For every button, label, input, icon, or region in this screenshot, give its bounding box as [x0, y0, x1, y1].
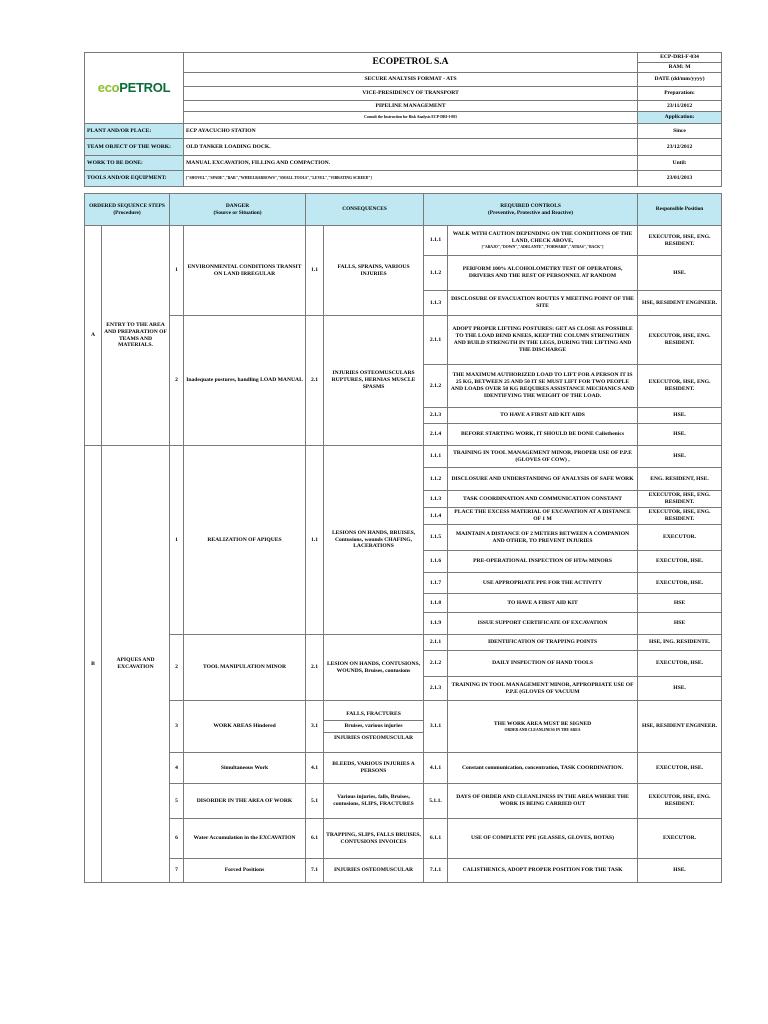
control-text — [448, 316, 638, 365]
control-main-text: TRAINING IN TOOL MANAGEMENT MINOR, APPROPRIATE USE OF P.P.E (GLOVES OF VACUUM — [451, 681, 634, 695]
control-text — [448, 525, 638, 551]
control-main-text: TO HAVE A FIRST AID KIT — [507, 599, 578, 606]
responsible-position: HSE. — [638, 859, 722, 883]
col-header-consequences: CONSEQUENCES — [306, 194, 424, 226]
preparation-label: Preparation: — [638, 87, 722, 101]
responsible-position: HSE, RESIDENT ENGINEER. — [638, 291, 722, 316]
date-label: DATE (dd/mm/yyyy) — [638, 73, 722, 87]
danger-number: 6 — [170, 819, 184, 859]
control-text — [448, 291, 638, 316]
control-id: 1.1.5 — [424, 525, 448, 551]
section-step: ENTRY TO THE AREA AND PREPARATION OF TEAMS AND MATERIALS. — [102, 226, 170, 446]
control-main-text: PERFORM 100% ALCOHOLOMETRY TEST OF OPERATORS, DRIVERS AND THE REST OF PERSONNEL AT RANDOM — [462, 266, 623, 279]
danger-description: WORK AREAS Hindered — [184, 701, 306, 753]
control-id: 4.1.1 — [424, 753, 448, 784]
control-text — [448, 446, 638, 468]
control-id: 1.1.4 — [424, 508, 448, 525]
ats-table — [84, 52, 722, 883]
control-id: 2.1.1 — [424, 316, 448, 365]
responsible-position: EXECUTOR, HSE, ENG. RESIDENT. — [638, 784, 722, 819]
consequence-number: 5.1 — [306, 784, 324, 819]
danger-number: 1 — [170, 226, 184, 316]
control-text — [448, 491, 638, 508]
control-main-text: THE WORK AREA MUST BE SIGNED — [493, 720, 592, 727]
danger-description: Forced Positions — [184, 859, 306, 883]
ats-form — [84, 52, 718, 883]
consequence-number: 2.1 — [306, 316, 324, 446]
consequence-description: FALLS, SPRAINS, VARIOUS INJURIES — [324, 226, 424, 316]
control-main-text: TASK COORDINATION AND COMMUNICATION CONSTANT — [463, 495, 623, 502]
until-label: Until: — [638, 156, 722, 171]
control-text — [448, 594, 638, 613]
responsible-position: HSE — [638, 613, 722, 635]
control-text — [448, 468, 638, 491]
consequence-line: Bruises, various injuries — [324, 721, 423, 733]
control-text — [448, 784, 638, 819]
danger-description: TOOL MANIPULATION MINOR — [184, 635, 306, 701]
control-text — [448, 859, 638, 883]
consequence-description: LESIONS ON HANDS, BRUISES, Contusions, wounds CHAFING, LACERATIONS — [324, 446, 424, 635]
danger-number: 7 — [170, 859, 184, 883]
control-id: 3.1.1 — [424, 701, 448, 753]
danger-title: DANGER — [225, 202, 250, 209]
danger-subtitle: (Source or Situation) — [213, 209, 262, 216]
section-letter: A — [85, 226, 102, 446]
control-main-text: DAILY INSPECTION OF HAND TOOLS — [492, 660, 593, 666]
control-id: 6.1.1 — [424, 819, 448, 859]
consequence-description: LESION ON HANDS, CONTUSIONS, WOUNDS, Bruises, contusions — [324, 635, 424, 701]
consequence-number: 2.1 — [306, 635, 324, 701]
format-title: SECURE ANALYSIS FORMAT - ATS — [184, 73, 638, 87]
control-main-text: TRAINING IN TOOL MANAGEMENT MINOR, PROPER USE OF P.P.E (GLOVES OF COW) , — [453, 449, 632, 463]
responsible-position: HSE. — [638, 446, 722, 468]
consequence-description: BLEEDS, VARIOUS INJURIES A PERSONS — [324, 753, 424, 784]
consequence-description: INJURIES OSTEOMUSCULAR — [324, 859, 424, 883]
control-text — [448, 701, 638, 753]
danger-description: Water Accumulation in the EXCAVATION — [184, 819, 306, 859]
danger-number: 2 — [170, 635, 184, 701]
ecopetrol-logo: ecoPETROL — [97, 79, 171, 95]
control-main-text: BEFORE STARTING WORK, IT SHOULD BE DONE Calisthenics — [461, 431, 625, 437]
responsible-position: EXECUTOR, HSE. — [638, 551, 722, 573]
vice-presidency: VICE-PRESIDENCY OF TRANSPORT — [184, 87, 638, 101]
control-id: 7.1.1 — [424, 859, 448, 883]
control-id: 1.1.6 — [424, 551, 448, 573]
danger-number: 5 — [170, 784, 184, 819]
control-main-text: MAINTAIN A DISTANCE OF 2 METERS BETWEEN A COMPANION AND OTHER, TO PREVENT INJURIES — [455, 530, 630, 544]
danger-number: 2 — [170, 316, 184, 446]
ram-level: RAM: M — [638, 63, 722, 73]
control-id: 1.1.1 — [424, 226, 448, 256]
control-id: 1.1.9 — [424, 613, 448, 635]
control-row — [85, 753, 722, 784]
section-step: APIQUES AND EXCAVATION — [102, 446, 170, 883]
consequence-number: 4.1 — [306, 753, 324, 784]
responsible-position: EXECUTOR, HSE, ENG. RESIDENT. — [638, 508, 722, 525]
danger-description: ENVIRONMENTAL CONDITIONS TRANSIT ON LAND IRREGULAR — [184, 226, 306, 316]
info-label: TOOLS AND/OR EQUIPMENT: — [85, 171, 184, 187]
consult-instruction: Consult the Instruction for Risk Analysis ECP-DRI-I-003 — [184, 112, 638, 124]
control-id: 2.1.1 — [424, 635, 448, 651]
control-main-text: WALK WITH CAUTION DEPENDING ON THE CONDITIONS OF THE LAND, CHECK ABOVE, — [452, 231, 633, 245]
control-id: 1.1.1 — [424, 446, 448, 468]
responsible-position: EXECUTOR, HSE. — [638, 753, 722, 784]
control-id: 1.1.8 — [424, 594, 448, 613]
application-label: Application: — [638, 112, 722, 124]
danger-description: REALIZATION OF APIQUES — [184, 446, 306, 635]
control-main-text: THE MAXIMUM AUTHORIZED LOAD TO LIFT FOR A PERSON IT IS 25 KG, BETWEEN 25 AND 50 IT SE MUST LIFT FOR TWO PEOPLE AND LOADS OVER 50 KG REQUIRES ASSISTANCE MECHANICS AND IDENTIFYING THE WEIGHT OF THE LOAD. — [450, 372, 635, 399]
control-main-text: DISCLOSURE AND UNDERSTANDING OF ANALYSIS OF SAFE WORK — [451, 475, 634, 482]
control-main-text: USE OF COMPLETE PPE (GLASSES, GLOVES, BOTAS) — [471, 835, 615, 841]
control-main-text: USE APPROPRIATE PPE FOR THE ACTIVITY — [482, 579, 603, 586]
control-id: 2.1.4 — [424, 424, 448, 446]
info-value: ECP AYACUCHO STATION — [184, 124, 638, 139]
since-date: 23/12/2012 — [638, 139, 722, 156]
preparation-date: 23/11/2012 — [638, 101, 722, 112]
col-header-danger — [170, 194, 306, 226]
control-text — [448, 365, 638, 408]
responsible-position: HSE — [638, 594, 722, 613]
spacer-row — [85, 187, 722, 194]
responsible-position: HSE. — [638, 677, 722, 701]
danger-number: 1 — [170, 446, 184, 635]
control-id: 1.1.2 — [424, 256, 448, 291]
control-row — [85, 316, 722, 365]
responsible-position: EXECUTOR, HSE, ENG. RESIDENT. — [638, 491, 722, 508]
danger-description: Inadequate postures, handling LOAD MANUAL — [184, 316, 306, 446]
control-id: 2.1.3 — [424, 677, 448, 701]
consequence-description: INJURIES OSTEOMUSCULARS RUPTURES, HERNIAS MUSCLE SPASMS — [324, 316, 424, 446]
control-id: 1.1.3 — [424, 491, 448, 508]
control-text — [448, 819, 638, 859]
responsible-position: EXECUTOR, HSE, ENG. RESIDENT. — [638, 365, 722, 408]
info-label: PLANT AND/OR PLACE: — [85, 124, 184, 139]
control-id: 2.1.2 — [424, 651, 448, 677]
control-text — [448, 408, 638, 424]
responsible-position: EXECUTOR, HSE. — [638, 573, 722, 594]
consequence-number: 7.1 — [306, 859, 324, 883]
responsible-position: EXECUTOR, HSE, ENG. RESIDENT. — [638, 316, 722, 365]
danger-description: DISORDER IN THE AREA OF WORK — [184, 784, 306, 819]
control-text — [448, 424, 638, 446]
section-letter: B — [85, 446, 102, 883]
control-id: 2.1.3 — [424, 408, 448, 424]
danger-description: Simultaneous Work — [184, 753, 306, 784]
info-label: WORK TO BE DONE: — [85, 156, 184, 171]
control-text — [448, 508, 638, 525]
consequence-line: FALLS, FRACTURES — [324, 709, 423, 721]
danger-number: 4 — [170, 753, 184, 784]
control-main-text: DAYS OF ORDER AND CLEANLINESS IN THE AREA WHERE THE WORK IS BEING CARRIED OUT — [456, 794, 629, 807]
col-header-steps: ORDERED SEQUENCE STEPS (Procedure) — [85, 194, 170, 226]
controls-subtitle: (Preventive, Protective and Reactive) — [487, 209, 574, 216]
control-text — [448, 551, 638, 573]
since-label: Since — [638, 124, 722, 139]
control-id: 2.1.2 — [424, 365, 448, 408]
control-main-text: PRE-OPERATIONAL INSPECTION OF HTAs MINORS — [473, 558, 612, 564]
consequence-description: Various injuries, falls, Bruises, contusions, SLIPS, FRACTURES — [324, 784, 424, 819]
form-code: ECP-DRI-F-034 — [638, 53, 722, 63]
control-note: ORDER AND CLEANLINESS IN THE AREA — [504, 727, 581, 732]
control-row — [85, 226, 722, 256]
control-text — [448, 753, 638, 784]
consequence-number: 6.1 — [306, 819, 324, 859]
control-row — [85, 446, 722, 468]
logo-cell — [85, 53, 184, 124]
controls-title: REQUIRED CONTROLS — [500, 202, 561, 209]
control-note: ["ABAJO","DOWN","ADELANTE","FORWARD","ATRAS","BACK"] — [481, 245, 604, 250]
control-id: 1.1.2 — [424, 468, 448, 491]
until-date: 23/01/2013 — [638, 171, 722, 187]
control-main-text: IDENTIFICATION OF TRAPPING POINTS — [487, 639, 598, 645]
consequence-description: TRAPPING, SLIPS, FALLS BRUISES, CONTUSIONS INVOICES — [324, 819, 424, 859]
info-label: TEAM OBJECT OF THE WORK: — [85, 139, 184, 156]
responsible-position: EXECUTOR, HSE. — [638, 651, 722, 677]
responsible-position: HSE. — [638, 256, 722, 291]
control-text — [448, 651, 638, 677]
info-value: MANUAL EXCAVATION, FILLING AND COMPACTION. — [184, 156, 638, 171]
consequence-number: 3.1 — [306, 701, 324, 753]
control-row — [85, 859, 722, 883]
consequence-description — [324, 701, 424, 753]
responsible-position: EXECUTOR. — [638, 525, 722, 551]
responsible-position: HSE, RESIDENT ENGINEER. — [638, 701, 722, 753]
responsible-position: ENG. RESIDENT, HSE. — [638, 468, 722, 491]
responsible-position: EXECUTOR. — [638, 819, 722, 859]
control-main-text: PLACE THE EXCESS MATERIAL OF EXCAVATION AT A DISTANCE OF 1 M — [454, 509, 631, 522]
col-header-responsible: Responsible Position — [638, 194, 722, 226]
control-id: 1.1.3 — [424, 291, 448, 316]
control-main-text: Constant communication, concentration, TASK COORDINATION. — [461, 764, 624, 771]
info-value: ["SHOVEL","SPADE","BAR","WHEELBARROWS","SMALL TOOLS","LEVEL","VIBRATING SCREED"] — [184, 171, 638, 187]
responsible-position: EXECUTOR, HSE, ENG. RESIDENT. — [638, 226, 722, 256]
control-text — [448, 226, 638, 256]
consequence-number: 1.1 — [306, 446, 324, 635]
control-text — [448, 256, 638, 291]
col-header-controls — [424, 194, 638, 226]
consequence-line: INJURIES OSTEOMUSCULAR — [333, 734, 414, 741]
control-row — [85, 635, 722, 651]
control-text — [448, 635, 638, 651]
danger-number: 3 — [170, 701, 184, 753]
control-id: 1.1.7 — [424, 573, 448, 594]
company-title: ECOPETROL S.A — [184, 53, 638, 73]
control-id: 5.1.1. — [424, 784, 448, 819]
control-main-text: TO HAVE A FIRST AID KIT AIDS — [500, 412, 585, 418]
control-text — [448, 677, 638, 701]
control-row — [85, 701, 722, 753]
management: PIPELINE MANAGEMENT — [184, 101, 638, 112]
info-value: OLD TANKER LOADING DOCK. — [184, 139, 638, 156]
control-main-text: ISSUE SUPPORT CERTIFICATE OF EXCAVATION — [477, 620, 608, 626]
control-text — [448, 613, 638, 635]
control-row — [85, 819, 722, 859]
responsible-position: HSE, ING. RESIDENTE. — [638, 635, 722, 651]
responsible-position: HSE. — [638, 408, 722, 424]
consequence-number: 1.1 — [306, 226, 324, 316]
control-main-text: CALISTHENICS, ADOPT PROPER POSITION FOR THE TASK — [462, 867, 623, 873]
control-text — [448, 573, 638, 594]
responsible-position: HSE. — [638, 424, 722, 446]
control-main-text: ADOPT PROPER LIFTING POSTURES: GET AS CLOSE AS POSSIBLE TO THE LOAD BEND KNEES, KEEP THE COLUMN STRENGTHEN AND BUILD STRENGTH IN THE LEGS, DURING THE LIFTING AND THE DISCHARGE — [452, 326, 633, 353]
control-row — [85, 784, 722, 819]
control-main-text: DISCLOSURE OF EVACUATION ROUTES Y MEETING POINT OF THE SITE — [451, 296, 634, 309]
